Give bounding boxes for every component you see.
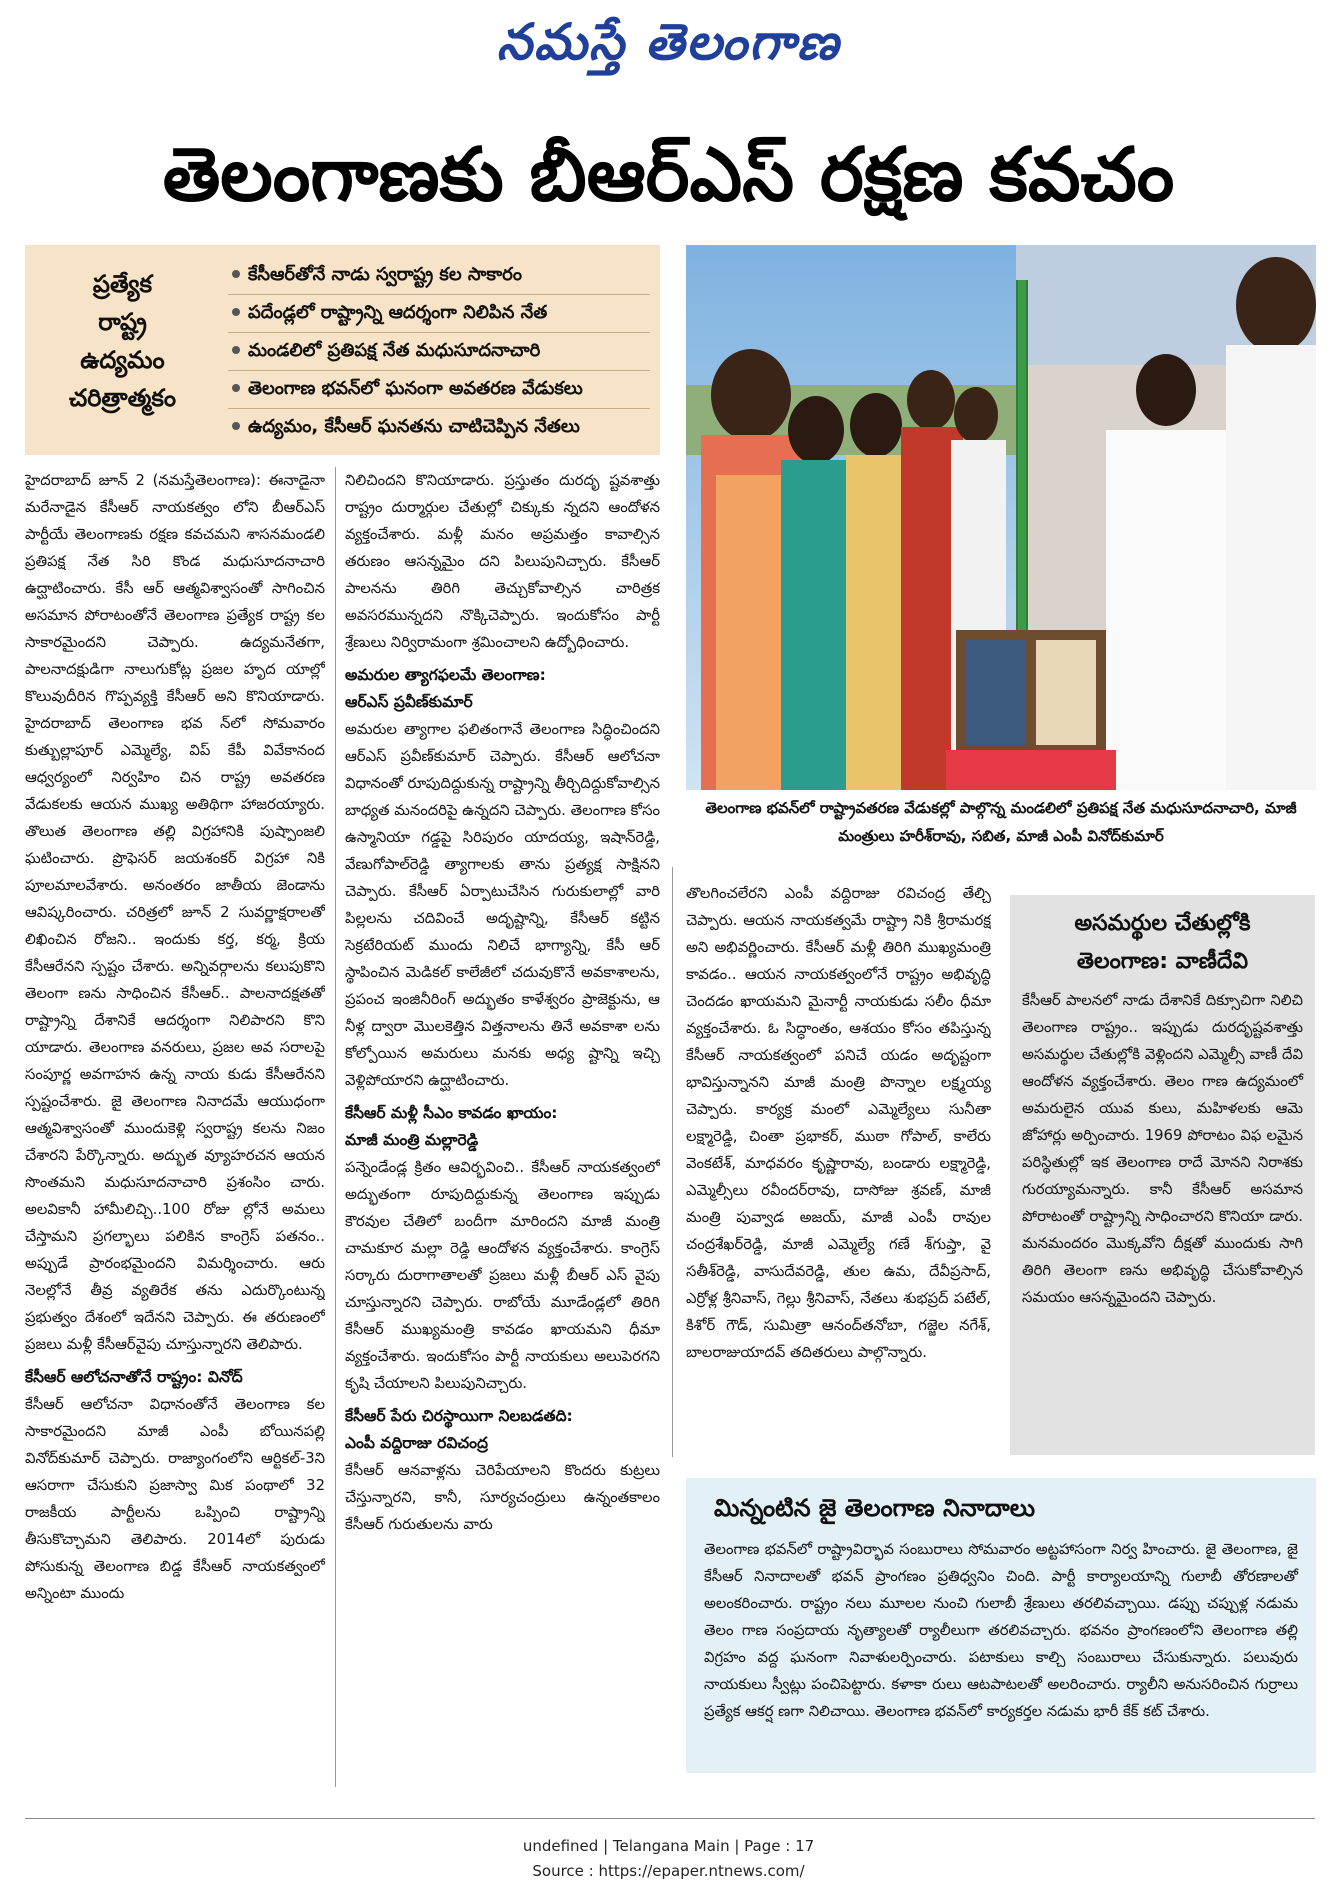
box-body: తెలంగాణ భవన్‌లో రాష్ట్రావిర్భావ సంబురాలు సోమవారం అట్టహాసంగా నిర్వ హించారు. జై తెలంగాణ, జై కేసీఆర్ నినాదాలతో భవన్ ప్రాంగణం ప్రతిధ్వనిం చింది. పార్టీ కార్యాలయాన్ని గులాబీ తోరణాలతో అలంకరించారు. రాష్ట్రం నలు మూలల నుంచి గులాబీ శ్రేణులు తరలివచ్చాయి. డప్పు చప్పుళ్ల నడుమ తెలం గాణ సంప్రదాయ నృత్యాలతో ర్యాలీలుగా తరలివచ్చారు. భవనం ప్రాంగణంలోని తెలంగాణ తల్లి విగ్రహం వద్ద ఘనంగా నివాళులర్పించారు. పటాకులు కాల్చి సంబురాలు చేసుకున్నారు. పలువురు నాయకులు స్వీట్లు పంచిపెట్టారు. కళాకా రులు ఆటపాటలతో అలరించారు. ర్యాలీని అనుసరించిన గుర్రాలు ప్రత్యేక ఆకర్ష ణగా నిలిచాయి. తెలంగాణ భవన్‌లో కార్యకర్తల నడుమ భారీ కేక్ కట్ చేశారు. [704, 1541, 1298, 1720]
subheading: అమరుల త్యాగఫలమే తెలంగాణ: [345, 666, 546, 684]
column-divider [335, 467, 336, 1787]
highlight-text: పదేండ్లలో రాష్ట్రాన్ని ఆదర్శంగా నిలిపిన నేత [248, 302, 548, 323]
article-paragraph: తొలగించలేరని ఎంపీ వద్దిరాజు రవిచంద్ర తేల్చి చెప్పారు. ఆయన నాయకత్వమే రాష్ట్రా నికి శ్రీరామరక్ష అని అభివర్ణించారు. కేసీఆర్ మళ్లీ తిరిగి ముఖ్యమంత్రి కావడం.. ఆయన నాయకత్వంలోనే రాష్ట్రం అభివృద్ధి చెందడం ఖాయమని మైనార్టీ నాయకుడు సలీం ధీమా వ్యక్తంచేశారు. ఓ సిద్ధాంతం, ఆశయం కోసం తపిస్తున్న కేసీఆర్ నాయకత్వంలో పనిచే యడం అదృష్టంగా భావిస్తున్నానని మాజీ మంత్రి పొన్నాల లక్ష్మయ్య చెప్పారు. కార్యక్ర మంలో ఎమ్మెల్యేలు సునీతా లక్ష్మారెడ్డి, చింతా ప్రభాకర్, ముఠా గోపాల్, కాలేరు వెంకటేశ్, మాధవరం కృష్ణారావు, బండారు లక్ష్మారెడ్డి, ఎమ్మెల్సీలు రవీందర్‌రావు, దాసోజు శ్రవణ్, మాజీ మంత్రి పువ్వాడ అజయ్, మాజీ ఎంపీ రావుల చంద్రశేఖర్‌రెడ్డి, మాజీ ఎమ్మెల్యే గణే శ్‌గుప్తా, వై సతీశ్‌రెడ్డి, వాసుదేవరెడ్డి, తుల ఉమ, దేవీప్రసాద్, ఎర్రోళ్ల శ్రీనివాస్, గెల్లు శ్రీనివాస్, నేతలు శుభప్రద్ పటేల్, కిశోర్ గౌడ్, సుమిత్రా ఆనంద్‌తనోబా, గజ్జెల నగేశ్, బాలరాజుయాదవ్ తదితరులు పాల్గొన్నారు. [686, 885, 991, 1361]
sidebar-article [1010, 895, 1315, 1455]
subheading: కేసీఆర్ ఆలోచనాతోనే రాష్ట్రం: వినోద్ [25, 1368, 243, 1386]
subheading-byline: మాజీ మంత్రి మల్లారెడ్డి [345, 1131, 479, 1149]
article-paragraph: అమరుల త్యాగాల ఫలితంగానే తెలంగాణ సిద్ధించిందని ఆర్ఎస్ ప్రవీణ్‌కుమార్ చెప్పారు. కేసీఆర్ ఆలోచనా విధానంతో రూపుదిద్దుకున్న రాష్ట్రాన్ని తీర్చిదిద్దుకోవాల్సిన బాధ్యత మనందరిపై ఉన్నదని చెప్పారు. తెలంగాణ కోసం ఉస్మానియా గడ్డపై సిరిపురం యాదయ్య, ఇషాన్‌రెడ్డి, వేణుగోపాల్‌రెడ్డి త్యాగాలకు తాను ప్రత్యక్ష సాక్షినని చెప్పారు. కేసీఆర్ ఏర్పాటుచేసిన గురుకులాల్లో వారి పిల్లలను చదివించే అదృష్టాన్ని, కేసీఆర్ కట్టిన సెక్రటేరియట్ ముందు నిలిచే భాగ్యాన్ని, కేసీ ఆర్ స్థాపించిన మెడికల్ కాలేజీలో చదువుకొనే అవకాశాలను, ప్రపంచ ఇంజినీరింగ్ అద్భుతం కాళేశ్వరం ప్రాజెక్టును, ఆ నీళ్ల ద్వారా మొలకెత్తిన విత్తనాలను తినే అవకాశా లను కోల్పోయిన అమరులు మనకు అధ్య ష్టాన్ని ఇచ్చి వెళ్లిపోయారని ఉద్ఘాటించారు. [345, 721, 660, 1089]
subheading-byline: ఎంపీ వద్దిరాజు రవిచంద్ర [345, 1434, 488, 1452]
article-paragraph: నిలిచిందని కొనియాడారు. ప్రస్తుతం దురదృ ష్టవశాత్తు రాష్ట్రం దుర్మార్గుల చేతుల్లో చిక్కుకు న్నదని ఆందోళన వ్యక్తంచేశారు. మళ్లీ మనం అప్రమత్తం కావాల్సిన తరుణం ఆసన్నమైం దని పిలుపునిచ్చారు. కేసీఆర్ పాలనను తిరిగి తెచ్చుకోవాల్సిన చారిత్రక అవసరమున్నదని నొక్కిచెప్పారు. ఇందుకోసం పార్టీ శ్రేణులు నిర్విరామంగా శ్రమించాలని ఉద్బోధించారు. [345, 472, 660, 651]
article-column-2 [345, 467, 660, 1787]
headline: తెలంగాణకు బీఆర్ఎస్ రక్షణ కవచం [162, 132, 1175, 218]
highlight-item [228, 257, 650, 295]
celebration-box [686, 1478, 1316, 1773]
highlight-item [228, 333, 650, 371]
highlight-item [228, 371, 650, 409]
subheading-byline: ఆర్ఎస్ ప్రవీణ్‌కుమార్ [345, 693, 473, 711]
sidebar-title: తెలంగాణ: వాణీదేవి [1076, 949, 1249, 974]
footer-divider [25, 1818, 1315, 1819]
highlight-text: కేసీఆర్‌తోనే నాడు స్వరాష్ట్ర కల సాకారం [248, 264, 522, 285]
highlight-item [228, 409, 650, 446]
bullet-icon [232, 422, 240, 430]
kicker-line: చరిత్రాత్మకం [68, 384, 177, 412]
sidebar-title: అసమర్థుల చేతుల్లోకి [1074, 911, 1251, 936]
kicker-line: రాష్ట్ర [98, 308, 147, 336]
footer-source: Source : https://epaper.ntnews.com/ [532, 1862, 805, 1880]
bullet-icon [232, 308, 240, 316]
kicker-box [25, 245, 220, 455]
article-column-1 [25, 467, 325, 1787]
article-paragraph: హైదరాబాద్ జూన్ 2 (నమస్తేతెలంగాణ): ఈనాడైనా మరేనాడైన కేసీఆర్ నాయకత్వం లోని బీఆర్ఎస్ పార్టీయే తెలంగాణకు రక్షణ కవచమని శాసనమండలి ప్రతిపక్ష నేత సిరి కొండ మధుసూదనాచారి ఉద్ఘాటించారు. కేసీ ఆర్ ఆత్మవిశ్వాసంతో సాగించిన అసమాన పోరాటంతోనే తెలంగాణ ప్రత్యేక రాష్ట్ర కల సాకారమైందని చెప్పారు. ఉద్యమనేతగా, పాలనాదక్షుడిగా నాలుగుకోట్ల ప్రజల హృద యాల్లో కొలువుదీరిన గొప్పవ్యక్తి కేసీఆర్ అని కొనియాడారు. హైదరాబాద్ తెలంగాణ భవ న్‌లో సోమవారం కుత్బుల్లాపూర్ ఎమ్మెల్యే, విప్ కేపీ వివేకానంద ఆధ్వర్యంలో నిర్వహిం చిన రాష్ట్ర అవతరణ వేడుకలకు ఆయన ముఖ్య అతిథిగా హాజరయ్యారు. తొలుత తెలంగాణ తల్లి విగ్రహానికి పుష్పాంజలి ఘటించారు. ప్రొఫెసర్ జయశంకర్ విగ్రహా నికి పూలమాలవేశారు. అనంతరం జాతీయ జెండాను ఆవిష్కరించారు. చరిత్రలో జూన్ 2 సువర్ణాక్షరాలతో లిఖించిన రోజని.. ఇందుకు కర్త, కర్మ, క్రియ కేసీఆరేనని స్పష్టం చేశారు. అన్నివర్గాలను కలుపుకొని తెలంగా ణను సాధించిన కేసీఆర్.. పాలనాదక్షతతో రాష్ట్రాన్ని దేశానికే ఆదర్శంగా నిలిపారని కొని యాడారు. తెలంగాణ వనరులు, ప్రజల అవ సరాలపై సంపూర్ణ అవగాహన ఉన్న నాయ కుడు కేసీఆరేనని స్పష్టంచేశారు. జై తెలంగాణ నినాదమే ఆయుధంగా ఆత్మవిశ్వాసంతో ముందుకెళ్లి స్వరాష్ట్ర కలను నిజం చేశారని పేర్కొన్నారు. అద్భుత వ్యూహరచన ఆయన సొంతమని మధుసూదనాచారి ప్రశంసిం చారు. అలవికానీ హామీలిచ్చి..100 రోజు ల్లోనే అమలు చేస్తామని ప్రగల్భాలు పలికిన కాంగ్రెస్ పతనం.. అప్పుడే ప్రారంభమైందని విమర్శించారు. ఆరు నెలల్లోనే తీవ్ర వ్యతిరేక తను ఎదుర్కొంటున్న ప్రభుత్వం దేశంలో ఇదేనని చెప్పారు. ఈ తరుణంలో ప్రజలు మళ్లీ కేసీఆర్‌వైపు చూస్తున్నారని తెలిపారు. [25, 472, 325, 1353]
article-paragraph: పన్నెండేండ్ల క్రితం ఆవిర్భవించి.. కేసీఆర్ నాయకత్వంలో అద్భుతంగా రూపుదిద్దుకున్న తెలంగాణ ఇప్పుడు కౌరవుల చేతిలో బందీగా మారిందని మాజీ మంత్రి చామకూర మల్లా రెడ్డి ఆందోళన వ్యక్తంచేశారు. కాంగ్రెస్ సర్కారు దురాగాతాలతో ప్రజలు మళ్లీ బీఆర్ ఎస్ వైపు చూస్తున్నారని చెప్పారు. రాబోయే మూడేండ్లలో తిరిగి కేసీఆర్ ముఖ్యమంత్రి కావడం ఖాయమని ధీమా వ్యక్తంచేశారు. ఇందుకోసం పార్టీ నాయకులు అలుపెరగని కృషి చేయాలని పిలుపునిచ్చారు. [345, 1159, 660, 1392]
footer-page-info: undefined | Telangana Main | Page : 17 [522, 1837, 815, 1855]
highlights-list [220, 245, 660, 455]
kicker-line: ఉద్యమం [80, 346, 165, 374]
celebration-photo-illustration [686, 245, 1316, 790]
kicker-line: ప్రత్యేక [92, 270, 153, 298]
highlight-text: మండలిలో ప్రతిపక్ష నేత మధుసూదనాచారి [248, 340, 541, 361]
article-paragraph: కేసీఆర్ ఆనవాళ్లను చెరిపేయాలని కొందరు కుట్రలు చేస్తున్నారని, కానీ, సూర్యచంద్రులు ఉన్నంతకాలం కేసీఆర్ గురుతులను వారు [345, 1462, 660, 1533]
highlight-text: తెలంగాణ భవన్‌లో ఘనంగా అవతరణ వేడుకలు [248, 378, 583, 399]
news-photo [686, 245, 1316, 790]
column-divider [672, 867, 673, 1457]
photo-caption: తెలంగాణ భవన్‌లో రాష్ట్రావతరణ వేడుకల్లో పాల్గొన్న మండలిలో ప్రతిపక్ష నేత మధుసూదనాచారి, మాజీ మంత్రులు హరీశ్‌రావు, సబిత, మాజీ ఎంపీ వినోద్‌కుమార్ [705, 799, 1297, 845]
sidebar-body: కేసీఆర్ పాలనలో నాడు దేశానికే దిక్సూచిగా నిలిచి తెలంగాణ రాష్ట్రం.. ఇప్పుడు దురదృష్టవశాత్తు అసమర్థుల చేతుల్లోకి వెళ్లిందని ఎమ్మెల్సీ వాణీ దేవి ఆందోళన వ్యక్తంచేశారు. తెలం గాణ ఉద్యమంలో అమరులైన యువ కులు, మహిళలకు ఆమె జోహార్లు అర్పించారు. 1969 పోరాటం విఫ లమైన పరిస్థితుల్లో ఇక తెలంగాణ రాదే మోనని నిరాశకు గురయ్యామన్నారు. కానీ కేసీఆర్ అసమాన పోరాటంతో రాష్ట్రాన్ని సాధించారని కొనియా డారు. మనమందరం మొక్కవోని దీక్షతో ముందుకు సాగి తిరిగి తెలంగా ణను అభివృద్ధి చేసుకోవాల్సిన సమయం ఆసన్నమైందని చెప్పారు. [1022, 992, 1303, 1306]
bullet-icon [232, 384, 240, 392]
bullet-icon [232, 346, 240, 354]
box-title: మిన్నంటిన జై తెలంగాణ నినాదాలు [714, 1494, 1036, 1522]
masthead-logo: నమస్తే తెలంగాణ [496, 12, 841, 71]
article-paragraph: కేసీఆర్ ఆలోచనా విధానంతోనే తెలంగాణ కల సాకారమైందని మాజీ ఎంపీ బోయినపల్లి వినోద్‌కుమార్ చెప్పారు. రాజ్యాంగంలోని ఆర్టికల్-3ని ఆసరాగా చేసుకుని ప్రజాస్వా మిక పంథాలో 32 రాజకీయ పార్టీలను ఒప్పించి రాష్ట్రాన్ని తీసుకొచ్చామని తెలిపారు. 2014లో పురుడు పోసుకున్న తెలంగాణ బిడ్డ కేసీఆర్ నాయకత్వంలో అన్నింటా ముందు [25, 1396, 325, 1602]
bullet-icon [232, 270, 240, 278]
article-column-3 [686, 880, 991, 1460]
highlight-text: ఉద్యమం, కేసీఆర్ ఘనతను చాటిచెప్పిన నేతలు [248, 416, 580, 437]
highlight-item [228, 295, 650, 333]
subheading: కేసీఆర్ పేరు చిరస్థాయిగా నిలబడతది: [345, 1407, 573, 1425]
subheading: కేసీఆర్ మళ్లీ సీఎం కావడం ఖాయం: [345, 1104, 558, 1122]
